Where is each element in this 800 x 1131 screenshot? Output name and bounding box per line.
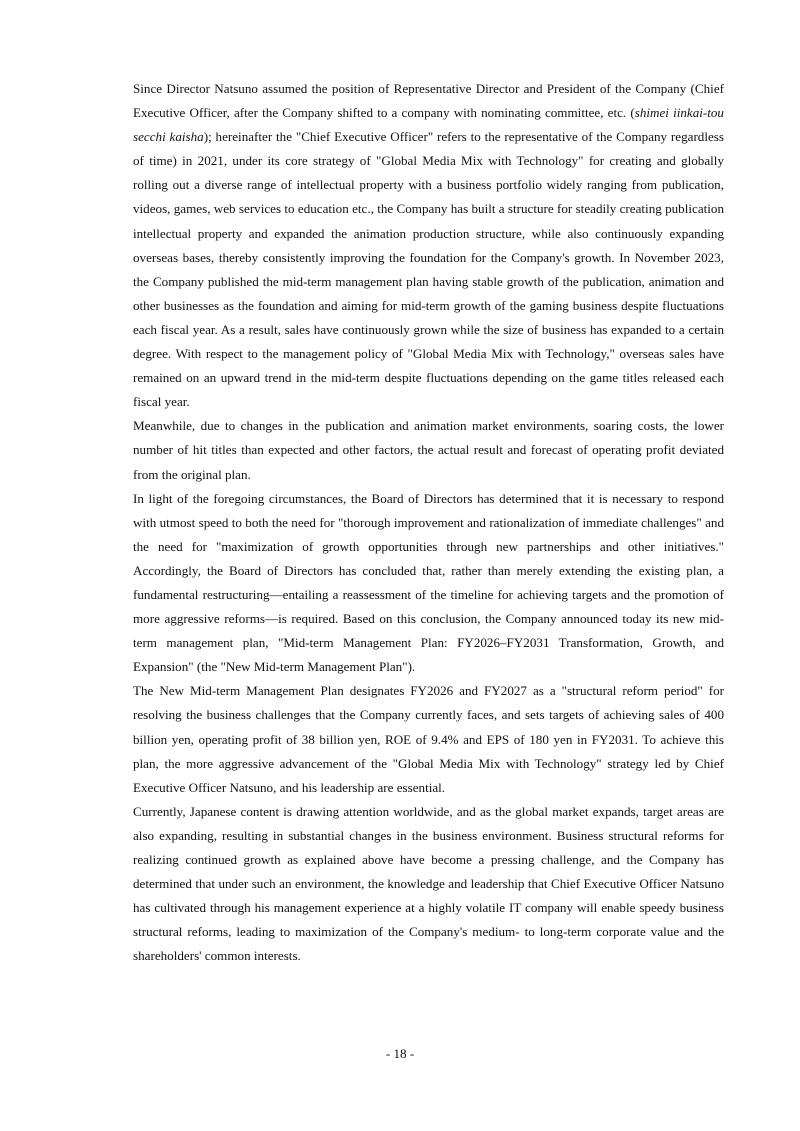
paragraph-text: The New Mid-term Management Plan designates FY2026 and FY2027 as a "structural reform period" for resolving the business challenges that the Company currently faces, and sets targets of achieving sales of 400 billion yen, operating profit of 38 billion yen, ROE of 9.4% and EPS of 180 yen in FY2031. To achieve this plan, the more aggressive advancement of the "Global Media Mix with Technology" strategy led by Chief Executive Officer Natsuno, and his leadership are essential.	[133, 683, 724, 795]
paragraph-text: Meanwhile, due to changes in the publication and animation market environments, soaring costs, the lower number of hit titles than expected and other factors, the actual result and forecast of operating profit deviated from the original plan.	[133, 418, 724, 482]
paragraph-text: ); hereinafter the "Chief Executive Officer" refers to the representative of the Company regardless of time) in 2021, under its core strategy of "Global Media Mix with Technology" for creating and globally rolling out a diverse range of intellectual property with a business portfolio widely ranging from publication, videos, games, web services to education etc., the Company has built a structure for steadily creating publication intellectual property and expanded the animation production structure, while also continuously expanding overseas bases, thereby consistently improving the foundation for the Company's growth. In November 2023, the Company published the mid-term management plan having stable growth of the publication, animation and other businesses as the foundation and aiming for mid-term growth of the gaming business despite fluctuations each fiscal year. As a result, sales have continuously grown while the size of business has expanded to a certain degree. With respect to the management policy of "Global Media Mix with Technology," overseas sales have remained on an upward trend in the mid-term despite fluctuations depending on the game titles released each fiscal year.	[133, 129, 724, 410]
paragraph-board-determination	[133, 487, 724, 680]
italic-term: shimei iinkai-tou secchi kaisha	[133, 105, 724, 145]
page-number: - 18 -	[385, 1046, 415, 1061]
paragraph-japanese-content	[133, 800, 724, 969]
paragraph-text: Since Director Natsuno assumed the position of Representative Director and President of the Company (Chief Executive Officer, after the Company shifted to a company with nominating committee, etc. (	[133, 81, 724, 121]
paragraph-market-changes	[133, 414, 724, 486]
paragraph-ceo-background	[133, 77, 724, 414]
paragraph-text: In light of the foregoing circumstances, the Board of Directors has determined that it is necessary to respond with utmost speed to both the need for "thorough improvement and rationalization of immediate challenges" and the need for "maximization of growth opportunities through new partnerships and other initiatives." Accordingly, the Board of Directors has concluded that, rather than merely extending the existing plan, a fundamental restructuring—entailing a reassessment of the timeline for achieving targets and the promotion of more aggressive reforms—is required. Based on this conclusion, the Company announced today its new mid-term management plan, "Mid-term Management Plan: FY2026–FY2031 Transformation, Growth, and Expansion" (the "New Mid-term Management Plan").	[133, 490, 724, 675]
document-body	[133, 77, 724, 968]
paragraph-new-plan-targets	[133, 679, 724, 799]
paragraph-text: Currently, Japanese content is drawing attention worldwide, and as the global market expands, target areas are also expanding, resulting in substantial changes in the business environment. Business structural reforms for realizing continued growth as explained above have become a pressing challenge, and the Company has determined that under such an environment, the knowledge and leadership that Chief Executive Officer Natsuno has cultivated through his management experience at a highly volatile IT company will enable speedy business structural reforms, leading to maximization of the Company's medium- to long-term corporate value and the shareholders' common interests.	[133, 803, 724, 964]
